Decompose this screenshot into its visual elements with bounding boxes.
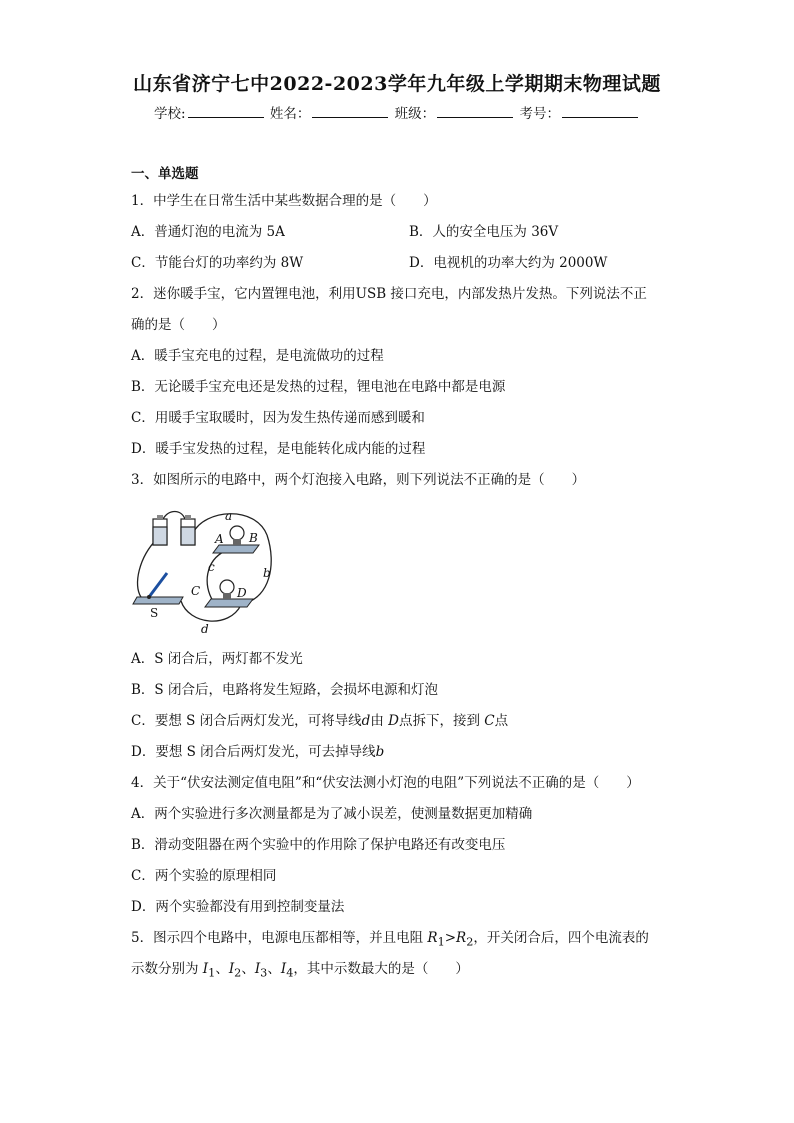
- q2-stem-line1: 2．迷你暖手宝，它内置锂电池，利用USB 接口充电，内部发热片发热。下列说法不正: [131, 286, 647, 302]
- q3-option-c: [131, 711, 508, 731]
- label-D: D: [237, 586, 247, 600]
- label-A: A: [215, 532, 224, 546]
- q4-option-d: D．两个实验都没有用到控制变量法: [131, 899, 345, 915]
- q3-option-b: B．S 闭合后，电路将发生短路，会损坏电源和灯泡: [131, 682, 438, 698]
- q3-c-text-2: 由: [370, 713, 384, 729]
- label-C: C: [191, 584, 201, 598]
- q1-option-d: D．电视机的功率大约为 2000W: [409, 255, 608, 271]
- q5-r2: R: [456, 930, 467, 946]
- q5-text-1: 5．图示四个电路中，电源电压都相等，并且电阻: [131, 930, 424, 946]
- q3-d-text: D．要想 S 闭合后两灯发光，可去掉导线: [131, 744, 376, 760]
- school-label: 学校:: [154, 106, 186, 122]
- q5-i4: I: [280, 961, 287, 977]
- label-S: S: [150, 606, 159, 620]
- label-d: d: [201, 622, 209, 636]
- label-c: c: [208, 560, 215, 574]
- q2-option-d: D．暖手宝发热的过程，是电能转化成内能的过程: [131, 441, 426, 457]
- q3-c-point-d: D: [388, 713, 399, 729]
- school-blank: [188, 103, 264, 118]
- q5-i1: I: [202, 961, 209, 977]
- q2-option-a: A．暖手宝充电的过程，是电流做功的过程: [131, 348, 384, 364]
- class-blank: [437, 103, 513, 118]
- q5-i1-sub: 1: [208, 966, 216, 980]
- q4-option-c: C．两个实验的原理相同: [131, 868, 277, 884]
- q4-option-b: B．滑动变阻器在两个实验中的作用除了保护电路还有改变电压: [131, 837, 506, 853]
- q5-i3: I: [254, 961, 261, 977]
- q5-r2-sub: 2: [466, 935, 474, 949]
- q5-sep-3: 、: [267, 961, 281, 977]
- q5-text-3: 示数分别为: [131, 961, 199, 977]
- section-heading: 一、单选题: [131, 166, 199, 182]
- q5-i4-sub: 4: [286, 966, 294, 980]
- q2-stem-line2: 确的是（ ）: [131, 317, 226, 333]
- q2-option-c: C．用暖手宝取暖时，因为发生热传递而感到暖和: [131, 410, 425, 426]
- q5-i2: I: [228, 961, 235, 977]
- q2-option-b: B．无论暖手宝充电还是发热的过程，锂电池在电路中都是电源: [131, 379, 506, 395]
- q5-i3-sub: 3: [260, 966, 268, 980]
- student-info-row: [0, 102, 794, 122]
- q1-option-c: C．节能台灯的功率约为 8W: [131, 255, 304, 271]
- q5-sep-1: 、: [215, 961, 229, 977]
- q5-text-4: ，其中示数最大的是（ ）: [293, 961, 469, 977]
- q1-option-a: A．普通灯泡的电流为 5A: [131, 224, 285, 240]
- page-title: 山东省济宁七中2022-2023学年九年级上学期期末物理试题: [133, 73, 661, 95]
- switch-icon: [133, 573, 183, 604]
- exam-no-blank: [562, 103, 638, 118]
- q5-text-2: ，开关闭合后，四个电流表的: [473, 930, 649, 946]
- name-label: 姓名：: [269, 106, 311, 122]
- q3-c-wire-d: d: [361, 713, 371, 729]
- q3-c-text-3: 点拆下，接到: [398, 713, 480, 729]
- q3-c-text-4: 点: [494, 713, 509, 729]
- exam-no-label: 考号：: [519, 106, 560, 122]
- q5-sep-2: 、: [241, 961, 255, 977]
- q5-i2-sub: 2: [234, 966, 242, 980]
- q1-stem: 1．中学生在日常生活中某些数据合理的是（ ）: [131, 193, 437, 209]
- name-blank: [312, 103, 388, 118]
- class-label: 班级：: [394, 106, 436, 122]
- q4-stem: 4．关于“伏安法测定值电阻”和“伏安法测小灯泡的电阻”下列说法不正确的是（ ）: [131, 775, 640, 791]
- q5-r1-sub: 1: [437, 935, 445, 949]
- label-B: B: [249, 531, 258, 545]
- battery-link: [163, 512, 185, 520]
- q3-stem: 3．如图所示的电路中，两个灯泡接入电路，则下列说法不正确的是（ ）: [131, 472, 586, 488]
- q5-gt: >: [444, 930, 457, 946]
- q5-stem-line2: [131, 959, 469, 984]
- q5-stem-line1: [131, 928, 649, 953]
- battery-icon: [153, 515, 195, 545]
- label-a: a: [225, 509, 233, 523]
- q4-option-a: A．两个实验进行多次测量都是为了减小误差，使测量数据更加精确: [131, 806, 533, 822]
- q3-option-a: A．S 闭合后，两灯都不发光: [131, 651, 303, 667]
- q3-option-d: [131, 742, 384, 762]
- q5-r1: R: [427, 930, 438, 946]
- q3-c-point-c: C: [484, 713, 495, 729]
- q1-option-b: B．人的安全电压为 36V: [409, 224, 559, 240]
- q3-d-wire-b: b: [375, 744, 385, 760]
- q3-c-text-1: C．要想 S 闭合后两灯发光，可将导线: [131, 713, 362, 729]
- label-b: b: [263, 566, 271, 580]
- wire-c: [207, 551, 225, 601]
- circuit-figure: [129, 505, 279, 637]
